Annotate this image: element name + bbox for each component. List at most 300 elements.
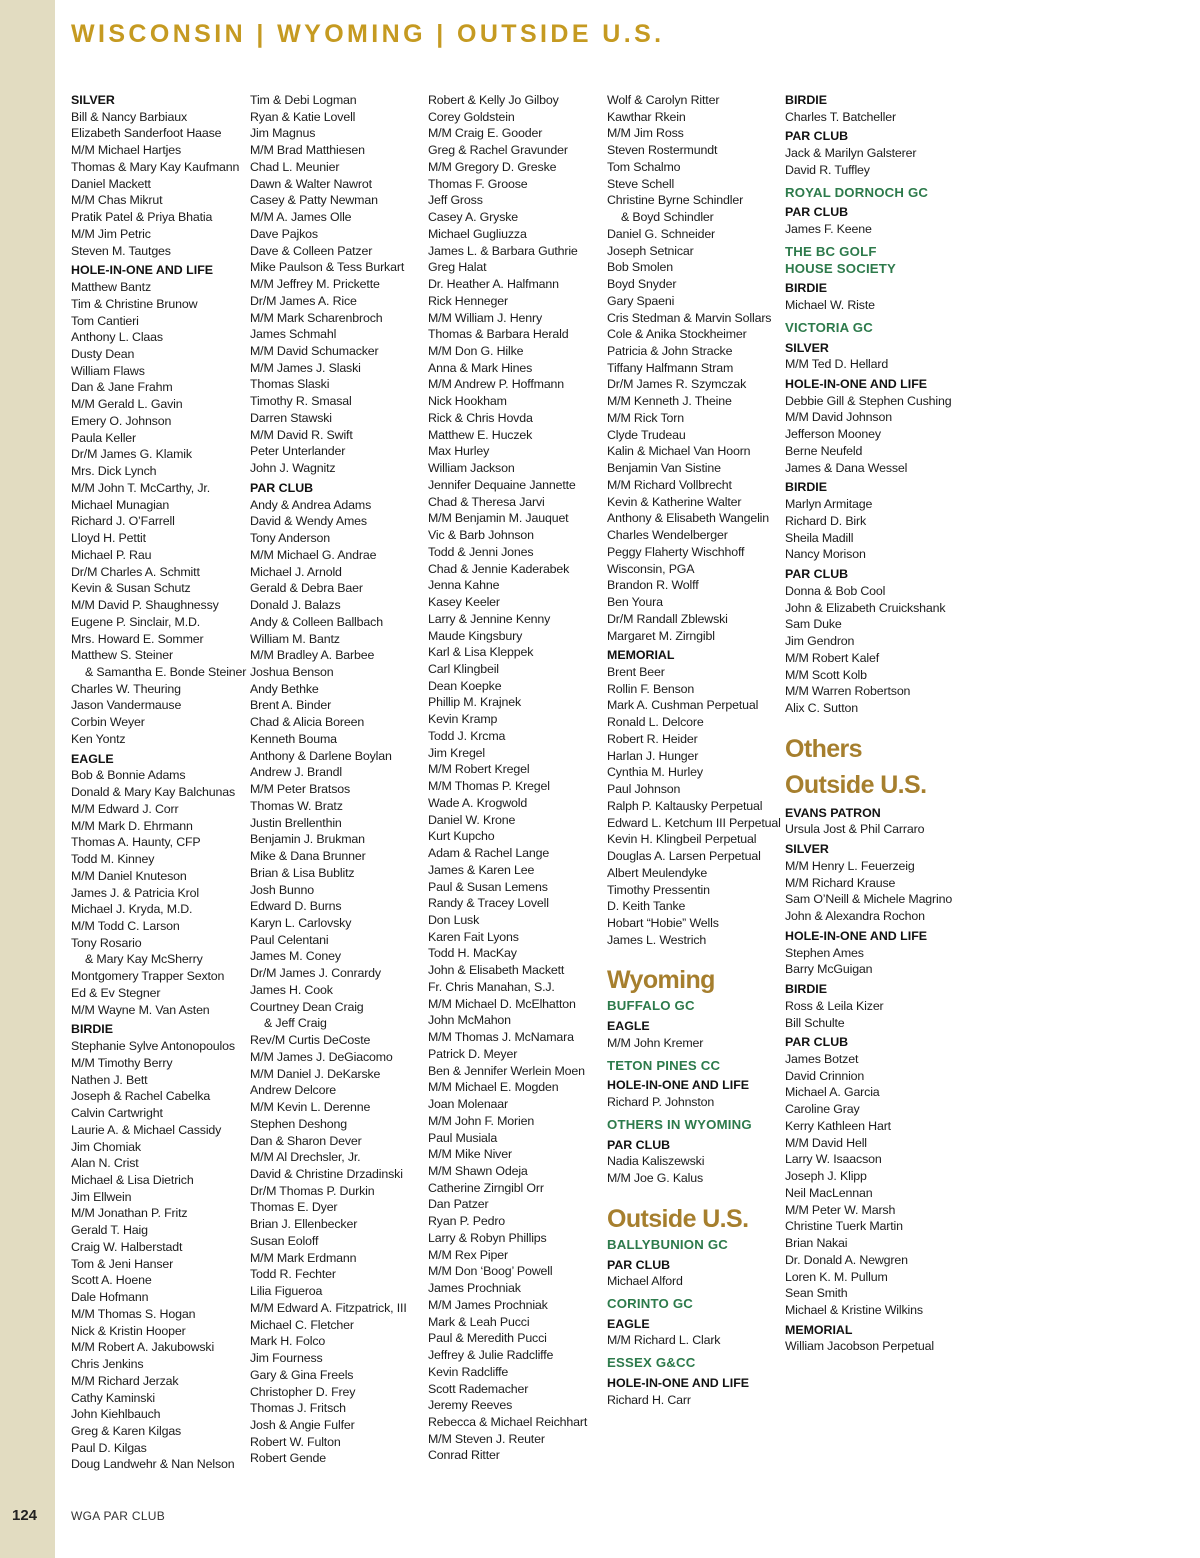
donor-name: Michael & Kristine Wilkins [785,1303,923,1317]
donor-name: Jenna Kahne [428,578,500,593]
giving-level-heading: HOLE-IN-ONE AND LIFE [71,263,214,278]
donor-name: Todd R. Fechter [250,1267,336,1282]
donor-name: M/M Gerald L. Gavin [71,397,183,412]
donor-name: Albert Meulendyke [607,865,708,880]
donor-name-continuation: & Jeff Craig [264,1016,327,1031]
donor-name: Marlyn Armitage [785,497,873,512]
donor-name: Chad & Theresa Jarvi [428,494,545,509]
donor-name: James Prochniak [428,1281,521,1296]
donor-name: Alan N. Crist [71,1156,139,1171]
donor-name: Timothy R. Smasal [250,394,352,409]
region-heading: Outside U.S. [785,770,927,799]
donor-name: Joseph Setnicar [607,243,694,258]
donor-name: Cole & Anika Stockheimer [607,327,747,342]
donor-name: Brandon R. Wolff [607,578,699,593]
donor-name: M/M Brad Matthiesen [250,143,365,158]
club-heading: TETON PINES CC [607,1057,721,1073]
donor-name: Scott A. Hoene [71,1273,152,1288]
donor-name: Karyn L. Carlovsky [250,915,352,930]
donor-name: Calvin Cartwright [71,1106,163,1121]
donor-name: Debbie Gill & Stephen Cushing [785,393,952,408]
donor-name: Harlan J. Hunger [607,748,699,763]
donor-name: Chad & Alicia Boreen [250,715,365,730]
donor-name: Ken Yontz [71,731,126,746]
donor-name: M/M Joe G. Kalus [607,1171,704,1186]
donor-name: Greg Halat [428,260,487,275]
donor-name: Larry W. Isaacson [785,1152,882,1167]
club-heading: ESSEX G&CC [607,1355,696,1371]
donor-name: M/M Henry L. Feuerzeig [785,858,915,873]
donor-column-1 [71,92,247,1473]
donor-name: Nadia Kaliszewski [607,1154,705,1169]
club-heading: BUFFALO GC [607,998,695,1014]
donor-name: M/M Richard L. Clark [607,1333,721,1348]
donor-name: Sean Smith [785,1286,848,1301]
club-heading: THE BC GOLF [785,243,877,259]
donor-name: Mark & Leah Pucci [428,1314,530,1329]
donor-name: Josh Bunno [250,882,314,897]
donor-name: Andrew J. Brandl [250,765,342,780]
donor-name: Stephen Deshong [250,1116,347,1131]
donor-name: M/M Timothy Berry [71,1055,173,1070]
donor-name: Thomas J. Fritsch [250,1401,346,1416]
donor-name: John J. Wagnitz [250,461,336,476]
donor-name: Kevin Kramp [428,712,498,727]
donor-name: James H. Cook [250,982,333,997]
donor-name: Joseph & Rachel Cabelka [71,1089,211,1104]
donor-name: M/M Jonathan P. Fritz [71,1206,188,1221]
donor-name: Jason Vandermause [71,698,182,713]
donor-name: Dale Hofmann [71,1290,149,1305]
donor-name: Dean Koepke [428,678,502,693]
donor-column-3 [428,92,604,1464]
donor-name: Patrick D. Meyer [428,1046,518,1061]
donor-name: David & Wendy Ames [250,514,367,529]
donor-name: Matthew E. Huczek [428,427,533,442]
donor-name: Robert W. Fulton [250,1434,341,1449]
donor-name: M/M Jeffrey M. Prickette [250,277,380,292]
donor-name: Paul Celentani [250,932,329,947]
giving-level-heading: PAR CLUB [785,129,849,144]
donor-name: Dr/M James G. Klamik [71,447,192,462]
donor-name: Jim Fourness [250,1351,323,1366]
donor-name: John & Alexandra Rochon [785,909,925,924]
giving-level-heading: HOLE-IN-ONE AND LIFE [607,1078,750,1093]
donor-name: Neil MacLennan [785,1185,873,1200]
donor-name: Thomas F. Groose [428,176,528,191]
donor-name: Courtney Dean Craig [250,999,364,1014]
giving-level-heading: BIRDIE [71,1022,113,1037]
donor-name: Thomas A. Haunty, CFP [71,835,201,850]
donor-name: James F. Keene [785,222,872,237]
donor-name: Donald J. Balazs [250,598,341,613]
region-heading: Others [785,734,862,763]
donor-name: Loren K. M. Pullum [785,1269,888,1284]
donor-name: M/M Edward A. Fitzpatrick, III [250,1300,407,1315]
donor-name: Jim Magnus [250,126,316,141]
donor-name: Jim Chomiak [71,1139,141,1154]
donor-name: Charles W. Theuring [71,681,181,696]
donor-name: Anna & Mark Hines [428,360,533,375]
donor-name: M/M Chas Mikrut [71,193,163,208]
donor-name: James L. Westrich [607,932,707,947]
donor-name: Ronald L. Delcore [607,715,704,730]
donor-name: Fr. Chris Manahan, S.J. [428,979,555,994]
donor-name: Dave Pajkos [250,226,318,241]
donor-name: Dr. Donald A. Newgren [785,1252,908,1267]
donor-name: M/M Warren Robertson [785,684,911,699]
giving-level-heading: HOLE-IN-ONE AND LIFE [785,928,928,943]
donor-name: Doug Landwehr & Nan Nelson [71,1457,235,1472]
donor-name: Andy & Andrea Adams [250,497,372,512]
donor-name: David R. Tuffley [785,162,870,177]
donor-name: Thomas E. Dyer [250,1200,338,1215]
donor-name: Daniel W. Krone [428,812,516,827]
donor-name: Jack & Marilyn Galsterer [785,146,917,161]
giving-level-heading: BIRDIE [785,93,827,107]
donor-name: Rev/M Curtis DeCoste [250,1033,371,1048]
giving-level-heading: EAGLE [607,1316,650,1331]
donor-name: Jim Ellwein [71,1189,132,1204]
donor-name: Nick & Kristin Hooper [71,1323,186,1338]
page-number: 124 [12,1507,38,1524]
donor-name: M/M James J. Slaski [250,360,361,375]
giving-level-heading: PAR CLUB [607,1257,671,1272]
donor-name: M/M Wayne M. Van Asten [71,1002,210,1017]
donor-column-5 [785,92,965,1355]
donor-name: Michael W. Riste [785,298,875,313]
donor-name: Dan & Jane Frahm [71,380,173,395]
donor-name: Cathy Kaminski [71,1390,155,1405]
donor-name: Kenneth Bouma [250,731,337,746]
donor-name: M/M Ted D. Hellard [785,357,889,372]
page-title: WISCONSIN | WYOMING | OUTSIDE U.S. [71,20,665,48]
donor-name: Pratik Patel & Priya Bhatia [71,210,213,225]
donor-name: M/M Shawn Odeja [428,1164,528,1178]
donor-name: M/M Thomas J. McNamara [428,1030,574,1045]
donor-name: M/M David Schumacker [250,344,379,359]
donor-name: Gary Spaeni [607,293,675,308]
donor-name: Brian Nakai [785,1236,848,1251]
donor-name: M/M Michael Hartjes [71,143,182,158]
giving-level-heading: EAGLE [607,1019,650,1034]
donor-name: Sam Duke [785,617,842,632]
donor-name: Paul & Meredith Pucci [428,1331,547,1346]
donor-name: M/M Michael D. McElhatton [428,996,576,1011]
donor-name: Ben & Jennifer Werlein Moen [428,1063,585,1078]
donor-name: Laurie A. & Michael Cassidy [71,1122,222,1137]
donor-name: James Botzet [785,1051,859,1066]
donor-name: M/M Peter Bratsos [250,782,351,797]
donor-column-4 [607,92,783,1408]
donor-name: Carl Klingbeil [428,661,499,676]
donor-name: Chad L. Meunier [250,159,340,174]
donor-name: Kawthar Rkein [607,109,686,124]
donor-name: M/M Richard Jerzak [71,1373,179,1388]
donor-name: Corey Goldstein [428,109,515,124]
giving-level-heading: PAR CLUB [250,480,314,495]
donor-name: Gary & Gina Freels [250,1367,354,1382]
donor-name: Todd & Jenni Jones [428,544,534,559]
donor-name: Thomas & Mary Kay Kaufmann [71,159,240,174]
donor-name: Paul Johnson [607,782,681,797]
donor-name-continuation: & Boyd Schindler [621,210,714,225]
donor-name: Joseph J. Klipp [785,1169,867,1184]
donor-name: Lloyd H. Pettit [71,531,146,546]
giving-level-heading: BIRDIE [785,281,827,296]
donor-name: James & Dana Wessel [785,460,908,475]
donor-name: Anthony L. Claas [71,330,163,345]
donor-name: Ed & Ev Stegner [71,985,161,1000]
donor-name-continuation: & Mary Kay McSherry [85,952,203,967]
donor-name: Larry & Jennine Kenny [428,611,551,626]
donor-name: Mark A. Cushman Perpetual [607,698,759,713]
donor-name: James Schmahl [250,327,337,342]
donor-name: M/M William J. Henry [428,310,543,325]
donor-name: Don Lusk [428,912,480,927]
donor-name: Dr/M James A. Rice [250,293,357,308]
donor-name: Darren Stawski [250,410,332,425]
donor-name: Boyd Snyder [607,277,677,292]
donor-name: M/M Thomas S. Hogan [71,1306,196,1321]
donor-name: Paul D. Kilgas [71,1440,147,1455]
donor-name: Cris Stedman & Marvin Sollars [607,310,772,325]
giving-level-heading: HOLE-IN-ONE AND LIFE [785,377,928,392]
donor-name: Douglas A. Larsen Perpetual [607,849,761,864]
donor-name: Jeff Gross [428,193,483,208]
donor-name: John McMahon [428,1013,511,1028]
donor-name: John & Elisabeth Mackett [428,963,565,978]
donor-name: Alix C. Sutton [785,700,858,715]
donor-name: Rollin F. Benson [607,681,695,696]
donor-name: James L. & Barbara Guthrie [428,243,578,258]
club-heading: BALLYBUNION GC [607,1236,729,1252]
donor-name: M/M Andrew P. Hoffmann [428,377,565,392]
donor-name: John & Elizabeth Cruickshank [785,600,946,615]
donor-name: Richard J. O’Farrell [71,514,175,529]
donor-name: Clyde Trudeau [607,427,686,442]
donor-name: M/M Jim Petric [71,226,151,241]
donor-name: Kurt Kupcho [428,829,495,844]
donor-name: Timothy Pressentin [607,882,710,897]
donor-name: Susan Eoloff [250,1233,319,1248]
giving-level-heading: MEMORIAL [785,1322,853,1337]
donor-name: Montgomery Trapper Sexton [71,969,225,984]
donor-name: Cynthia M. Hurley [607,765,703,780]
donor-name: William M. Bantz [250,631,340,646]
donor-name: Kevin H. Klingbeil Perpetual [607,832,757,847]
donor-name: Emery O. Johnson [71,413,172,428]
club-heading: ROYAL DORNOCH GC [785,184,929,200]
donor-name: Andy & Colleen Ballbach [250,614,383,629]
donor-name-continuation: & Samantha E. Bonde Steiner [85,664,247,679]
donor-name: Jeffrey & Julie Radcliffe [428,1348,554,1363]
donor-name: M/M Edward J. Corr [71,801,179,816]
donor-name: Casey A. Gryske [428,210,519,225]
donor-name: M/M John Kremer [607,1035,704,1050]
donor-name: Ross & Leila Kizer [785,998,884,1013]
donor-name: Nancy Morison [785,547,866,562]
donor-name: Mark H. Folco [250,1334,326,1349]
donor-name: M/M Daniel Knuteson [71,868,187,883]
donor-name: Conrad Ritter [428,1448,500,1463]
donor-name: M/M Thomas P. Kregel [428,779,550,794]
donor-name: Joshua Benson [250,664,334,679]
donor-name: Randy & Tracey Lovell [428,896,549,911]
donor-name: M/M Benjamin M. Jauquet [428,511,569,526]
donor-name: M/M Jim Ross [607,126,684,141]
donor-name: Dr/M Charles A. Schmitt [71,564,200,579]
donor-name: Kevin & Susan Schutz [71,581,191,596]
donor-name: M/M Mark D. Ehrmann [71,818,193,833]
donor-name: Mrs. Howard E. Sommer [71,631,204,646]
donor-name: Chris Jenkins [71,1357,144,1372]
donor-name: Bill & Nancy Barbiaux [71,109,187,124]
giving-level-heading: SILVER [71,93,115,107]
donor-name: Benjamin J. Brukman [250,832,365,847]
donor-name: Ursula Jost & Phil Carraro [785,822,925,837]
donor-name: Michael C. Fletcher [250,1317,354,1332]
giving-level-heading: SILVER [785,842,829,857]
donor-name: Daniel Mackett [71,176,151,191]
donor-name: M/M Mike Niver [428,1147,512,1162]
donor-name: M/M Robert Kalef [785,650,880,665]
donor-name: M/M Kenneth J. Theine [607,394,732,409]
donor-name: Kalin & Michael Van Hoorn [607,444,751,459]
donor-name: Michael A. Garcia [785,1085,880,1100]
donor-name: Christopher D. Frey [250,1384,356,1399]
giving-level-heading: PAR CLUB [785,205,849,220]
donor-name: M/M Don ‘Boog’ Powell [428,1264,553,1279]
club-heading: HOUSE SOCIETY [785,260,897,276]
donor-name: Kerry Kathleen Hart [785,1118,891,1133]
donor-name: William Flaws [71,363,145,378]
donor-name: M/M John T. McCarthy, Jr. [71,480,211,495]
donor-name: M/M Michael E. Mogden [428,1080,559,1095]
donor-name: Andy Bethke [250,681,319,696]
donor-name: Dr/M James J. Conrardy [250,966,381,981]
donor-name: M/M David P. Shaughnessy [71,598,219,613]
donor-name: Donna & Bob Cool [785,583,886,598]
giving-level-heading: SILVER [785,340,829,355]
donor-name: Robert & Kelly Jo Gilboy [428,93,559,107]
donor-name: M/M A. James Olle [250,210,352,225]
footer-label: WGA PAR CLUB [71,1509,166,1523]
donor-name: M/M Robert Kregel [428,762,530,777]
donor-name: M/M Richard Krause [785,875,896,890]
donor-name: M/M Mark Erdmann [250,1250,357,1265]
donor-name: Brent Beer [607,664,665,679]
donor-name: Sheila Madill [785,530,854,545]
donor-name: Greg & Rachel Gravunder [428,143,568,158]
donor-name: Larry & Robyn Phillips [428,1230,547,1245]
donor-name: Todd J. Krcma [428,728,506,743]
donor-name: Bob Smolen [607,260,674,275]
donor-name: Thomas & Barbara Herald [428,327,569,342]
donor-name: M/M Rick Torn [607,410,684,425]
donor-name: James & Karen Lee [428,862,535,877]
donor-name: Max Hurley [428,444,490,459]
donor-name: Paul Musiala [428,1130,498,1145]
donor-name: Peggy Flaherty Wischhoff [607,544,745,559]
donor-name: Paula Keller [71,430,137,445]
donor-name: Michael J. Arnold [250,564,342,579]
donor-name: Michael P. Rau [71,547,152,562]
giving-level-heading: PAR CLUB [785,567,849,582]
donor-name: Ben Youra [607,595,663,610]
donor-name: Hobart “Hobie” Wells [607,915,719,930]
donor-name: Michael Alford [607,1274,683,1289]
donor-name: M/M Peter W. Marsh [785,1202,896,1217]
donor-name: Karen Fait Lyons [428,929,519,944]
donor-name: James J. & Patricia Krol [71,885,199,900]
donor-name: Mike Paulson & Tess Burkart [250,260,405,275]
donor-name: Brian J. Ellenbecker [250,1217,358,1232]
donor-name: Brent A. Binder [250,698,332,713]
donor-name: Lilia Figueroa [250,1284,323,1299]
giving-level-heading: PAR CLUB [785,1035,849,1050]
giving-level-heading: EAGLE [71,751,114,766]
donor-name: Jim Gendron [785,634,855,649]
donor-name: Christine Byrne Schindler [607,193,744,208]
donor-name: Chad & Jennie Kaderabek [428,561,570,576]
donor-name: Gerald & Debra Baer [250,581,363,596]
donor-name: Dr. Heather A. Halfmann [428,277,559,292]
donor-name: Mike & Dana Brunner [250,849,366,864]
donor-name: M/M Todd C. Larson [71,918,180,933]
donor-name: Dr/M Thomas P. Durkin [250,1183,375,1198]
donor-name: M/M Craig E. Gooder [428,126,543,141]
donor-name: Tony Anderson [250,531,331,546]
donor-name: M/M David Johnson [785,410,892,425]
donor-name: Jeremy Reeves [428,1398,513,1413]
donor-name: Greg & Karen Kilgas [71,1424,182,1439]
donor-name: Christine Tuerk Martin [785,1219,903,1234]
donor-name: Michael Gugliuzza [428,226,527,241]
donor-name: Charles Wendelberger [607,528,728,543]
donor-name: Steven M. Tautges [71,243,171,258]
donor-name: Wolf & Carolyn Ritter [607,93,720,107]
donor-name: Kasey Keeler [428,595,500,610]
donor-name: Andrew Delcore [250,1083,337,1098]
club-heading: VICTORIA GC [785,319,873,335]
donor-name: Dusty Dean [71,347,135,362]
donor-name: Dan Patzer [428,1197,489,1212]
donor-name: Kevin & Katherine Walter [607,494,742,509]
donor-name: David Crinnion [785,1068,865,1083]
donor-name: Sam O’Neill & Michele Magrino [785,892,953,907]
donor-column-2 [250,92,426,1467]
donor-name: Casey & Patty Newman [250,193,378,208]
donor-name: Tom & Jeni Hanser [71,1256,174,1271]
donor-name: Anthony & Darlene Boylan [250,748,392,763]
donor-name: Eugene P. Sinclair, M.D. [71,614,201,629]
donor-name: Phillip M. Krajnek [428,695,522,710]
donor-name: Stephen Ames [785,945,864,960]
donor-name: William Jacobson Perpetual [785,1339,934,1354]
donor-name: Edward D. Burns [250,899,342,914]
giving-level-heading: HOLE-IN-ONE AND LIFE [607,1375,750,1390]
donor-name: Gerald T. Haig [71,1223,148,1238]
donor-name: Steve Schell [607,176,675,191]
donor-name: Rick & Chris Hovda [428,410,533,425]
donor-name: Tom Schalmo [607,159,681,174]
donor-name: Karl & Lisa Kleppek [428,645,534,660]
donor-name: M/M Daniel J. DeKarske [250,1066,381,1081]
donor-name: Dave & Colleen Patzer [250,243,373,258]
donor-name: Dawn & Walter Nawrot [250,176,372,191]
donor-name: Donald & Mary Kay Balchunas [71,785,235,800]
